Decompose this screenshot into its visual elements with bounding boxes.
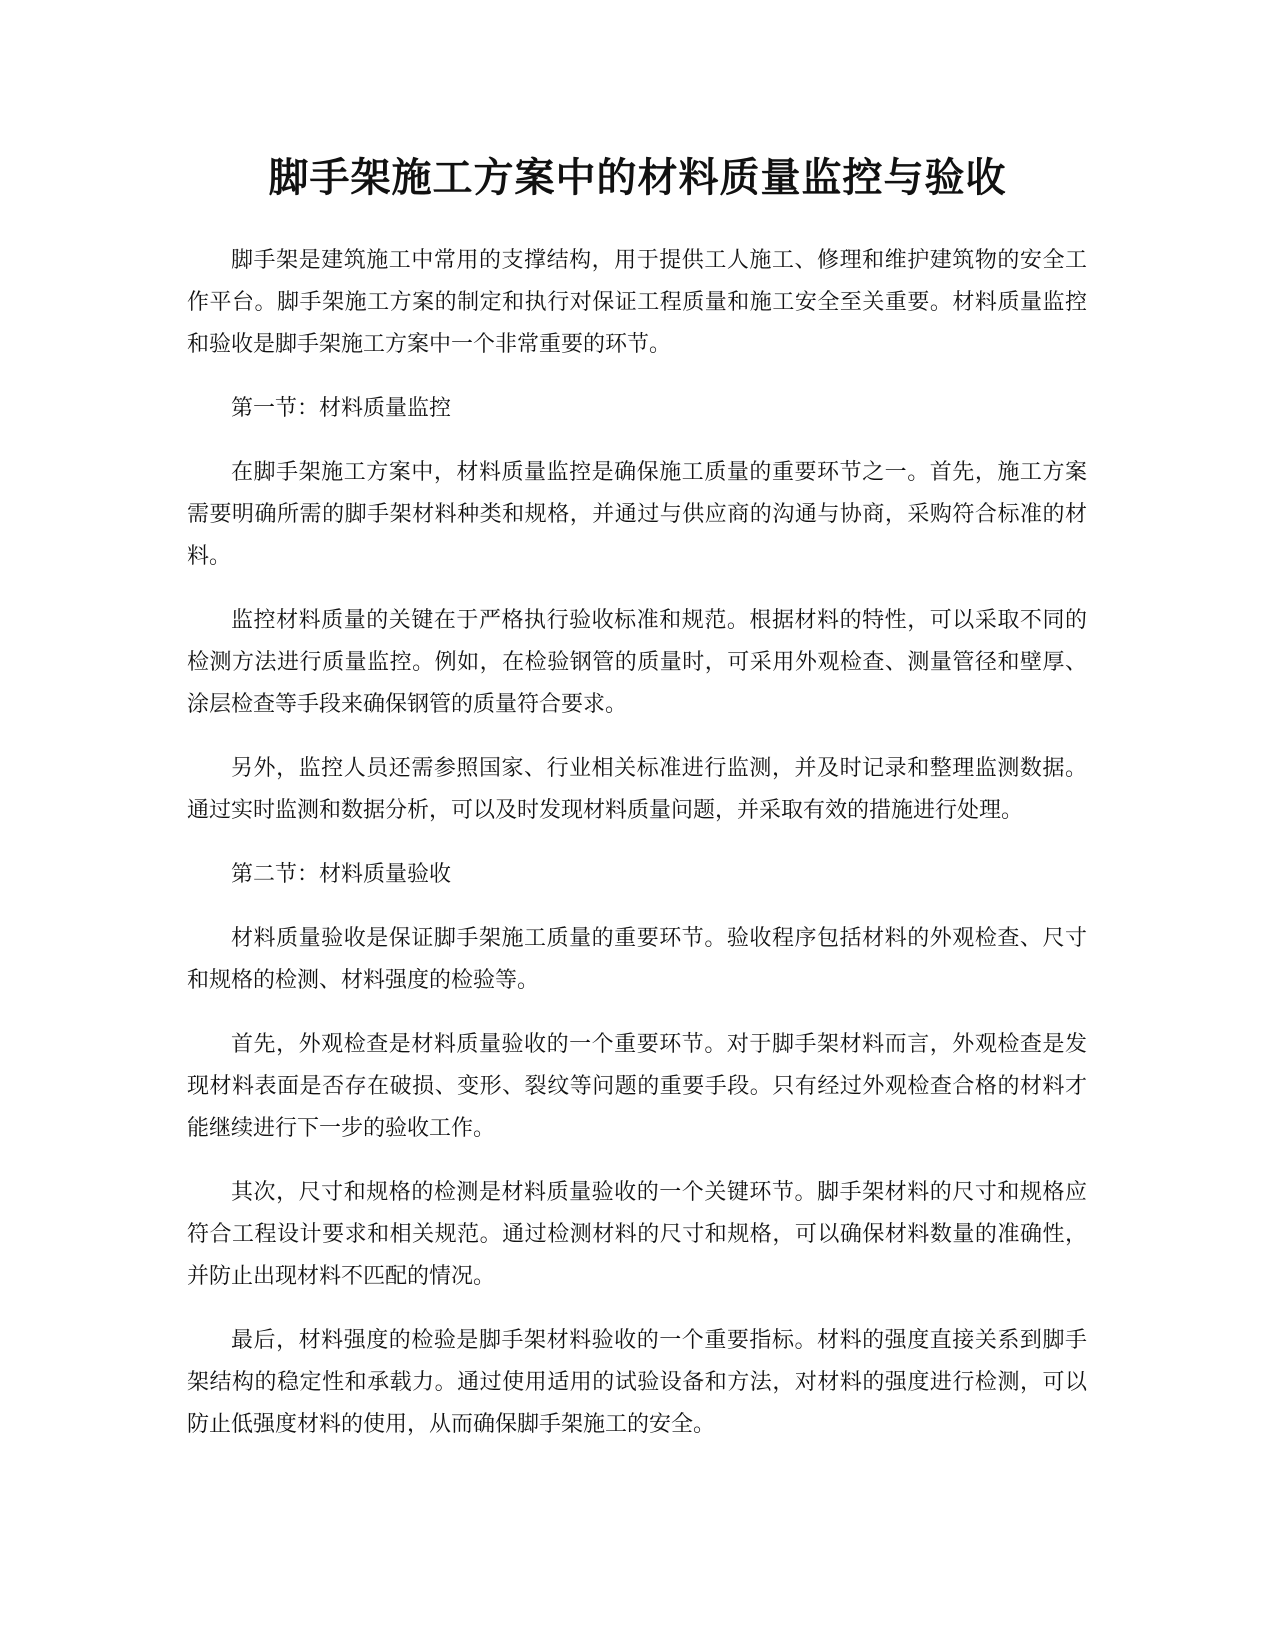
body-paragraph: 其次，尺寸和规格的检测是材料质量验收的一个关键环节。脚手架材料的尺寸和规格应符合工程设计要求和相关规范。通过检测材料的尺寸和规格，可以确保材料数量的准确性，并防止出现材料不匹配的情况。 <box>187 1180 1087 1289</box>
body-paragraph: 在脚手架施工方案中，材料质量监控是确保施工质量的重要环节之一。首先，施工方案需要明确所需的脚手架材料种类和规格，并通过与供应商的沟通与协商，采购符合标准的材料。 <box>187 460 1087 569</box>
body-paragraph: 监控材料质量的关键在于严格执行验收标准和规范。根据材料的特性，可以采取不同的检测方法进行质量监控。例如，在检验钢管的质量时，可采用外观检查、测量管径和壁厚、涂层检查等手段来确保钢管的质量符合要求。 <box>187 608 1087 717</box>
section-heading-monitoring: 第一节：材料质量监控 <box>231 396 452 421</box>
body-paragraph: 另外，监控人员还需参照国家、行业相关标准进行监测，并及时记录和整理监测数据。通过实时监测和数据分析，可以及时发现材料质量问题，并采取有效的措施进行处理。 <box>187 756 1087 823</box>
body-paragraph: 最后，材料强度的检验是脚手架材料验收的一个重要指标。材料的强度直接关系到脚手架结构的稳定性和承载力。通过使用适用的试验设备和方法，对材料的强度进行检测，可以防止低强度材料的使用，从而确保脚手架施工的安全。 <box>187 1328 1087 1437</box>
body-paragraph: 首先，外观检查是材料质量验收的一个重要环节。对于脚手架材料而言，外观检查是发现材料表面是否存在破损、变形、裂纹等问题的重要手段。只有经过外观检查合格的材料才能继续进行下一步的验收工作。 <box>187 1032 1087 1141</box>
document-title: 脚手架施工方案中的材料质量监控与验收 <box>268 155 1007 201</box>
intro-paragraph: 脚手架是建筑施工中常用的支撑结构，用于提供工人施工、修理和维护建筑物的安全工作平台。脚手架施工方案的制定和执行对保证工程质量和施工安全至关重要。材料质量监控和验收是脚手架施工方案中一个非常重要的环节。 <box>187 248 1087 357</box>
section-heading-acceptance: 第二节：材料质量验收 <box>231 862 452 887</box>
body-paragraph: 材料质量验收是保证脚手架施工质量的重要环节。验收程序包括材料的外观检查、尺寸和规格的检测、材料强度的检验等。 <box>187 926 1087 993</box>
document-body <box>187 240 1087 1468</box>
